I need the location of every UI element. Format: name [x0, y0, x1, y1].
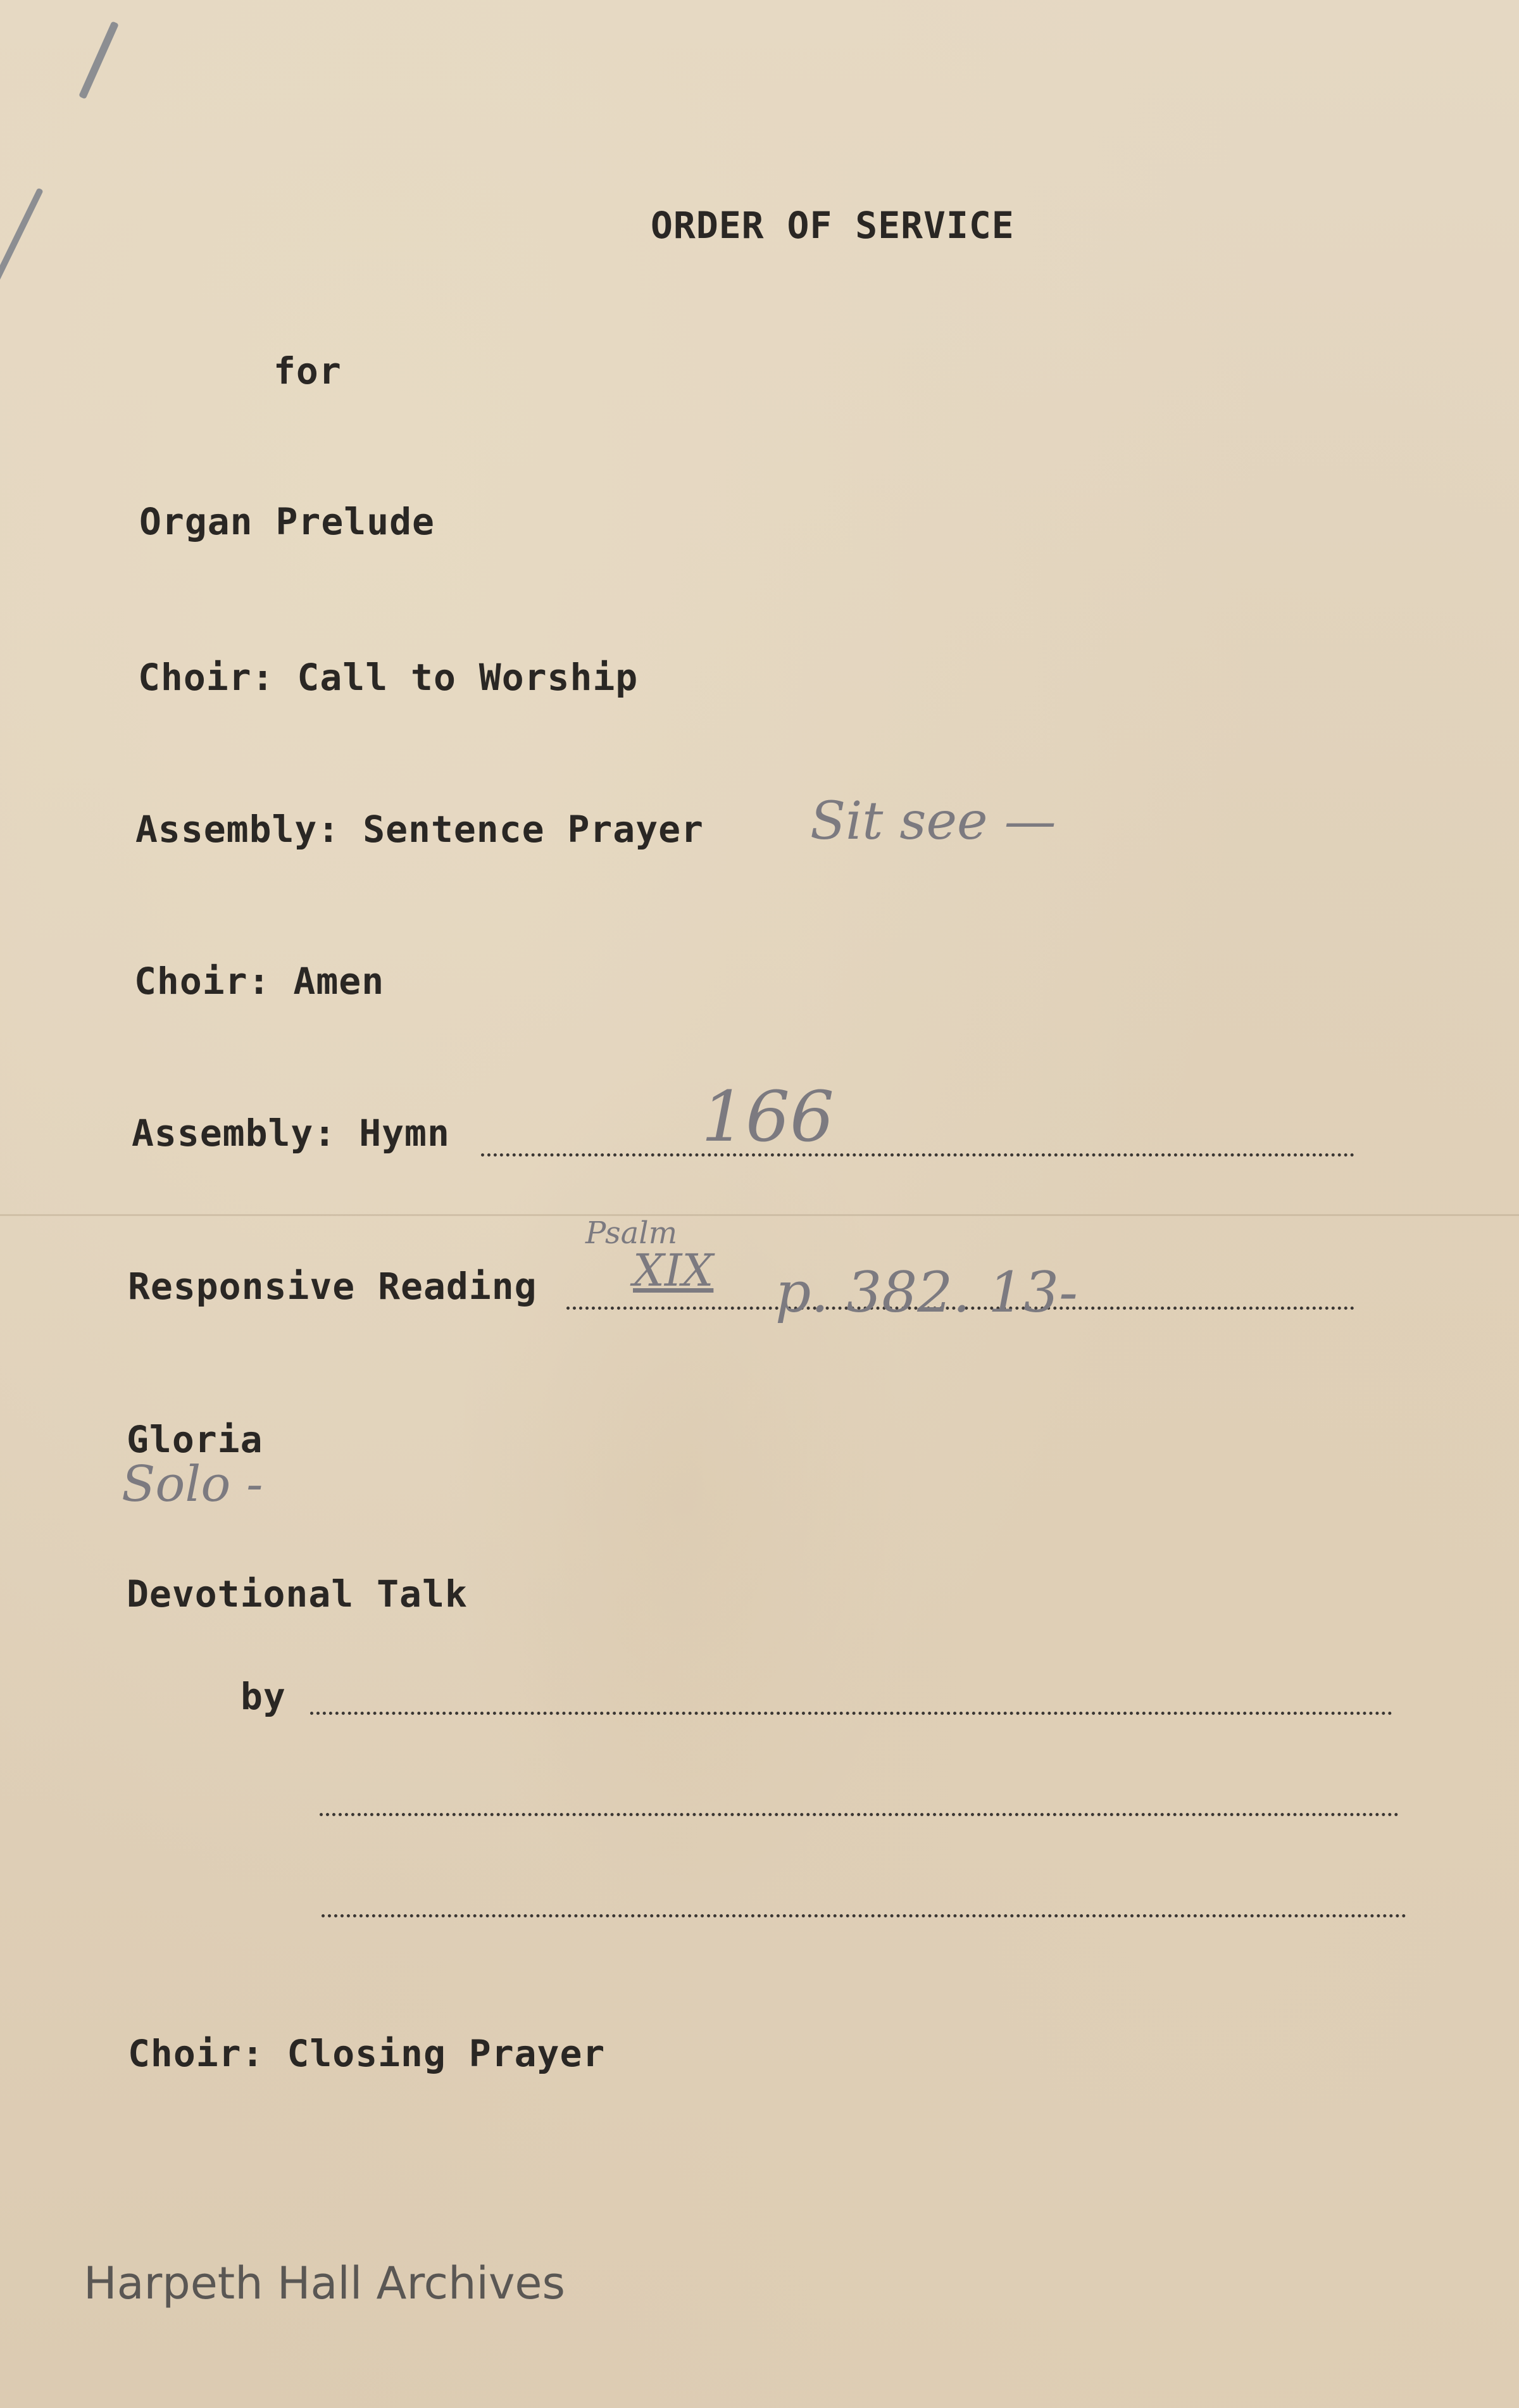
speaker-fill-line-3: [322, 1914, 1406, 1917]
archive-watermark: Harpeth Hall Archives: [84, 2257, 565, 2309]
devotional-talk-line: Devotional Talk: [127, 1572, 468, 1615]
speaker-fill-line-1: [310, 1712, 1392, 1715]
handwritten-solo-note: Solo -: [122, 1456, 263, 1513]
organ-prelude-line: Organ Prelude: [139, 500, 435, 543]
choir-amen-line: Choir: Amen: [134, 960, 385, 1003]
assembly-hymn-line: Assembly: Hymn: [132, 1112, 450, 1155]
choir-call-to-worship-line: Choir: Call to Worship: [138, 656, 639, 699]
handwritten-sentence-prayer-note: Sit see —: [810, 791, 1056, 851]
handwritten-hymn-number: 166: [701, 1076, 834, 1157]
handwritten-reading-number: XIX: [633, 1245, 714, 1296]
assembly-sentence-prayer-line: Assembly: Sentence Prayer: [135, 808, 704, 851]
staple-mark-side: [0, 187, 44, 287]
by-label: by: [241, 1675, 286, 1718]
speaker-fill-line-2: [320, 1813, 1399, 1816]
choir-closing-prayer-line: Choir: Closing Prayer: [128, 2032, 606, 2075]
hymn-fill-line: [481, 1153, 1354, 1157]
paper-fold-line: [0, 1214, 1519, 1216]
handwritten-psalm-note: Psalm: [585, 1215, 678, 1251]
gloria-line: Gloria: [127, 1418, 263, 1461]
responsive-reading-line: Responsive Reading: [128, 1265, 537, 1308]
handwritten-reading-page: p. 382. 13-: [775, 1260, 1078, 1325]
staple-mark-top: [78, 21, 119, 99]
document-title: ORDER OF SERVICE: [651, 204, 1015, 247]
for-label: for: [273, 349, 342, 392]
